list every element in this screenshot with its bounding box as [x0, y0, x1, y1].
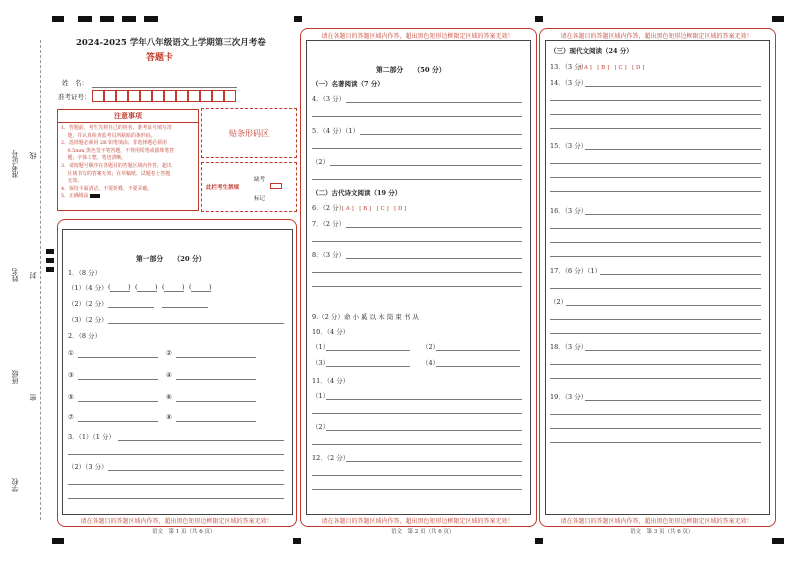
registration-mark — [122, 16, 136, 22]
part2-title: 第二部分 （50 分） — [376, 66, 446, 74]
q11-item-label: （1） — [312, 392, 330, 400]
notice-item: 0.5mm 黑色签字笔答题，不得用铅笔或圆珠笔答 — [61, 147, 175, 154]
answer-line[interactable] — [176, 401, 256, 402]
section-2-title: （二）古代诗文阅读（19 分） — [312, 189, 402, 197]
page-footer: 语文 第 3 页（共 6 页） — [630, 529, 694, 535]
page-footer: 语文 第 2 页（共 6 页） — [391, 529, 455, 535]
question-5-2: （2） — [312, 158, 330, 166]
registration-mark — [772, 538, 784, 544]
exam-no-label: 准考证号： — [58, 93, 91, 101]
answer-line[interactable] — [176, 421, 256, 422]
answer-line[interactable] — [326, 399, 522, 400]
q10-item-label: （2） — [422, 343, 440, 351]
notice-item: 1．答题前，考生先将自己的姓名，准考证号填写清 — [61, 125, 172, 131]
answer-line[interactable] — [550, 163, 761, 164]
answer-line[interactable] — [108, 470, 284, 471]
page-title: 2024-2025 学年八年级语文上学期第三次月考卷 — [76, 38, 266, 48]
answer-line[interactable] — [176, 379, 256, 380]
answer-line[interactable] — [346, 258, 522, 259]
answer-line[interactable] — [550, 428, 761, 429]
question-3-1: 3．（1）（1 分） — [68, 433, 115, 441]
answer-line[interactable] — [164, 291, 184, 292]
answer-line[interactable] — [312, 241, 522, 242]
answer-line[interactable] — [78, 421, 158, 422]
answer-line[interactable] — [566, 305, 761, 306]
registration-mark — [46, 258, 54, 263]
answer-line[interactable] — [550, 256, 761, 257]
registration-mark — [144, 16, 158, 22]
answer-line[interactable] — [550, 378, 761, 379]
question-1-1: （1）（4 分） — [68, 284, 108, 292]
notice-line: 请在各题目的答题区域内作答，超出黑色矩形边框限定区域的答案无效！ — [80, 518, 273, 525]
answer-line[interactable] — [346, 461, 522, 462]
registration-mark — [535, 538, 543, 544]
exam-no-boxes[interactable] — [92, 90, 237, 101]
side-label-exam-no: 准考证号 — [11, 150, 19, 178]
absence-label: 此栏考生禁填 — [206, 185, 240, 191]
answer-line[interactable] — [550, 128, 761, 129]
question-9: 9.（2 分）命 小 奚 以 木 筒 束 书 从 — [312, 313, 419, 321]
registration-mark — [46, 249, 54, 254]
side-label-secret: 密 — [29, 394, 37, 401]
answer-line[interactable] — [585, 400, 761, 401]
answer-line[interactable] — [436, 366, 520, 367]
answer-line[interactable] — [312, 179, 522, 180]
notice-item: 2．选择题必须用 2B 铅笔填涂；非选择题必须用 — [61, 140, 167, 147]
answer-line[interactable] — [550, 242, 761, 243]
notice-title: 注意事项 — [58, 110, 198, 123]
answer-line[interactable] — [108, 323, 284, 324]
question-4: 4．（3 分） — [312, 95, 346, 103]
name-label: 姓 名： — [62, 79, 88, 87]
side-label-line: 线 — [29, 152, 37, 159]
q10-item-label: （1） — [312, 343, 330, 351]
answer-line[interactable] — [330, 165, 522, 166]
section-1-title: （一）名著阅读（7 分） — [312, 80, 384, 88]
side-label-name: 姓名 — [11, 268, 19, 282]
notice-item: 区域书写的答案无效；在草稿纸、试题卷上答题 — [61, 170, 171, 177]
question-19: 19．（3 分） — [550, 393, 588, 401]
absence-box — [201, 162, 297, 212]
notice-item: 4．保持卡面清洁，不要折叠、不要弄破。 — [61, 185, 153, 192]
answer-line[interactable] — [550, 414, 761, 415]
notice-box — [57, 109, 199, 211]
answer-line[interactable] — [436, 350, 520, 351]
answer-line[interactable] — [550, 177, 761, 178]
notice-item: 5．正确填涂 — [61, 193, 195, 201]
answer-line[interactable] — [162, 307, 208, 308]
q2-item-label: ④ — [166, 371, 172, 379]
answer-line[interactable] — [326, 350, 410, 351]
answer-line[interactable] — [585, 350, 761, 351]
answer-line[interactable] — [585, 149, 761, 150]
answer-line[interactable] — [550, 100, 761, 101]
side-label-class: 班级 — [11, 370, 19, 384]
q2-item-label: ⑧ — [166, 413, 172, 421]
answer-line[interactable] — [108, 307, 154, 308]
q6-options[interactable]: [ A ] [ B ] [ C ] [ D ] — [342, 206, 407, 212]
answer-line[interactable] — [137, 291, 157, 292]
question-1-2: （2）（2 分） — [68, 300, 108, 308]
name-field[interactable] — [92, 87, 237, 88]
answer-line[interactable] — [550, 333, 761, 334]
registration-mark — [78, 16, 92, 22]
notice-line: 请在各题目的答题区域内作答，超出黑色矩形边框限定区域的答案无效！ — [560, 33, 753, 40]
question-1: 1．（8 分） — [68, 269, 102, 277]
question-16: 16．（3 分） — [550, 207, 588, 215]
part1-title: 第一部分 （20 分） — [136, 255, 206, 263]
question-13: 13．（3 分） — [550, 63, 588, 71]
answer-line[interactable] — [312, 148, 522, 149]
answer-line[interactable] — [550, 364, 761, 365]
answer-line[interactable] — [312, 413, 522, 414]
notice-item: 题；字体工整、笔迹清晰。 — [61, 155, 127, 162]
barcode-label: 贴条形码区 — [229, 128, 269, 138]
answer-line[interactable] — [68, 454, 284, 455]
registration-mark — [46, 267, 54, 272]
absence-option: 缺考 — [254, 177, 266, 183]
registration-mark — [294, 16, 302, 22]
notice-line: 请在各题目的答题区域内作答，超出黑色矩形边框限定区域的答案无效！ — [321, 518, 514, 525]
answer-line[interactable] — [118, 440, 284, 441]
answer-line[interactable] — [78, 401, 158, 402]
barcode-area — [201, 108, 297, 158]
question-17: 17．（6 分）（1） — [550, 267, 602, 275]
answer-line[interactable] — [312, 286, 522, 287]
answer-line[interactable] — [326, 366, 410, 367]
q11-item-label: （2） — [312, 423, 330, 431]
answer-line[interactable] — [550, 228, 761, 229]
question-1-3: （3）（2 分） — [68, 316, 108, 324]
q2-item-label: ⑦ — [68, 413, 74, 421]
answer-line[interactable] — [68, 498, 284, 499]
answer-line[interactable] — [312, 489, 522, 490]
q10-item-label: （3） — [312, 359, 330, 367]
side-label-seal: 封 — [29, 272, 37, 279]
absence-checkbox[interactable] — [270, 183, 282, 189]
notice-item: 楚，并认真检查监考员所粘贴的条形码。 — [61, 132, 156, 139]
answer-line[interactable] — [110, 291, 130, 292]
question-17-2: （2） — [550, 298, 568, 306]
q2-item-label: ③ — [68, 371, 74, 379]
answer-line[interactable] — [312, 444, 522, 445]
question-8: 8．（3 分） — [312, 251, 346, 259]
answer-line[interactable] — [550, 288, 761, 289]
registration-mark — [535, 16, 543, 22]
answer-line[interactable] — [550, 319, 761, 320]
notice-item: 3．请按题号顺序在各题目的答题区域内作答，超出 — [61, 162, 172, 169]
answer-line[interactable] — [585, 214, 761, 215]
answer-line[interactable] — [360, 134, 522, 135]
q2-item-label: ① — [68, 349, 74, 357]
question-3-2: （2）（3 分） — [68, 463, 108, 471]
q13-options[interactable]: [ A ] [ B ] [ C ] [ D ] — [580, 65, 645, 71]
question-14: 14．（3 分） — [550, 79, 588, 87]
question-15: 15．（3 分） — [550, 142, 588, 150]
answer-line[interactable] — [312, 116, 522, 117]
notice-line: 请在各题目的答题区域内作答，超出黑色矩形边框限定区域的答案无效！ — [321, 33, 514, 40]
page-footer: 语文 第 1 页（共 6 页） — [152, 529, 216, 535]
question-2: 2．（8 分） — [68, 332, 102, 340]
q10-item-label: （4） — [422, 359, 440, 367]
answer-line[interactable] — [346, 102, 522, 103]
registration-mark — [52, 16, 64, 22]
registration-mark — [100, 16, 114, 22]
q2-item-label: ⑤ — [68, 393, 74, 401]
answer-line[interactable] — [312, 272, 522, 273]
question-12: 12．（2 分） — [312, 454, 350, 462]
registration-mark — [772, 16, 784, 22]
side-label-school: 学校 — [11, 478, 19, 492]
registration-mark — [293, 538, 301, 544]
answer-line[interactable] — [312, 475, 522, 476]
answer-line[interactable] — [326, 430, 522, 431]
answer-line[interactable] — [550, 191, 761, 192]
question-10: 10．（4 分） — [312, 328, 350, 336]
q2-item-label: ⑥ — [166, 393, 172, 401]
question-11: 11．（4 分） — [312, 377, 350, 385]
answer-line[interactable] — [68, 484, 284, 485]
answer-line[interactable] — [346, 227, 522, 228]
question-5: 5．（4 分）（1） — [312, 127, 359, 135]
answer-line[interactable] — [176, 357, 256, 358]
answer-line[interactable] — [550, 442, 761, 443]
notice-item: 无效。 — [61, 178, 83, 185]
notice-line: 请在各题目的答题区域内作答，超出黑色矩形边框限定区域的答案无效！ — [560, 518, 753, 525]
absence-option: 标记 — [254, 196, 266, 202]
answer-line[interactable] — [550, 114, 761, 115]
filled-mark-sample — [90, 194, 100, 198]
answer-line[interactable] — [600, 274, 761, 275]
answer-line[interactable] — [585, 86, 761, 87]
fold-line — [40, 40, 41, 520]
page-subtitle: 答题卡 — [146, 53, 174, 63]
q2-item-label: ② — [166, 349, 172, 357]
answer-line[interactable] — [191, 291, 211, 292]
registration-mark — [52, 538, 64, 544]
question-6: 6．（2 分） — [312, 204, 346, 212]
answer-line[interactable] — [78, 379, 158, 380]
question-7: 7．（2 分） — [312, 220, 346, 228]
question-18: 18．（3 分） — [550, 343, 588, 351]
answer-region-3 — [545, 40, 770, 515]
answer-line[interactable] — [78, 357, 158, 358]
section-3-title: （三）现代文阅读（24 分） — [550, 47, 633, 55]
